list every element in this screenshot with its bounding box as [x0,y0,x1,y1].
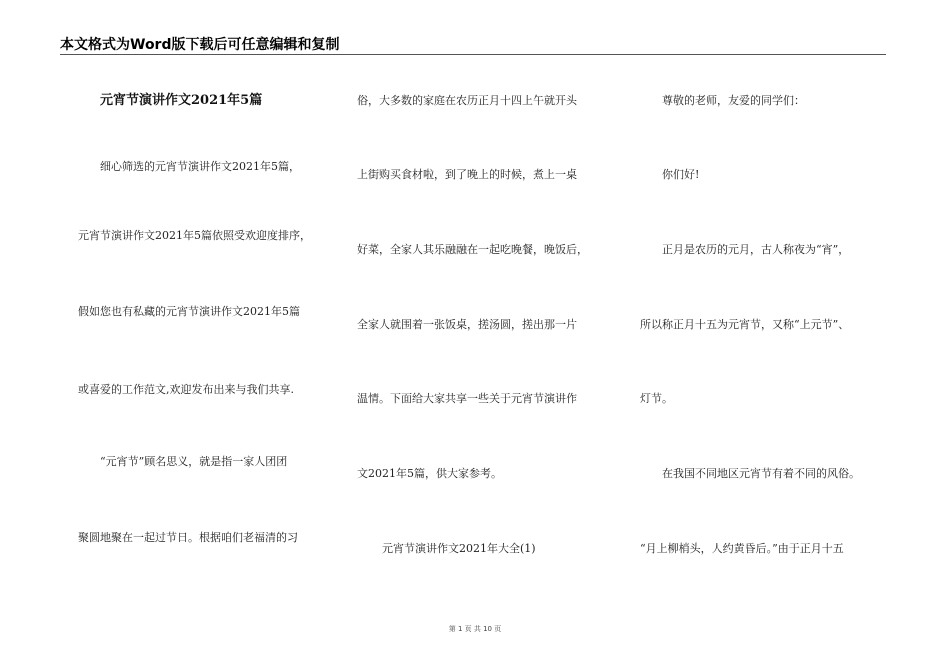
page-footer: 第 1 页 共 10 页 [448,625,502,633]
text-line: 尊敬的老师，友爱的同学们： [662,94,805,107]
text-line: 细心筛选的元宵节演讲作文2021年5篇， [100,160,300,173]
text-line: 好菜，全家人其乐融融在一起吃晚餐，晚饭后， [357,243,588,256]
text-line: 假如您也有私藏的元宵节演讲作文2021年5篇 [78,305,300,318]
text-line: 所以称正月十五为元宵节，又称“上元节”、 [640,318,850,331]
text-line: “元宵节”顾名思义，就是指一家人团团 [100,455,288,468]
section-heading: 元宵节演讲作文2021年大全(1) [382,542,536,555]
text-line: 俗，大多数的家庭在农历正月十四上午就开头 [357,94,577,107]
header-title: 本文格式为Word版下载后可任意编辑和复制 [60,37,340,53]
text-line: 你们好! [662,168,700,181]
text-line: 文2021年5篇，供大家参考。 [357,467,502,480]
text-line: 上街购买食材啦，到了晚上的时候，煮上一桌 [357,168,577,181]
article-title: 元宵节演讲作文2021年5篇 [100,93,263,108]
text-line: 温情。下面给大家共享一些关于元宵节演讲作 [357,392,577,405]
text-line: “月上柳梢头，人约黄昏后。”由于正月十五 [640,542,844,555]
text-line: 正月是农历的元月，古人称夜为“宵”， [662,243,850,256]
text-line: 在我国不同地区元宵节有着不同的风俗。 [662,467,860,480]
document-header [60,28,886,55]
text-line: 全家人就围着一张饭桌，搓汤圆，搓出那一片 [357,318,577,331]
text-line: 元宵节演讲作文2021年5篇依照受欢迎度排序， [78,229,311,242]
text-line: 聚圆地聚在一起过节日。根据咱们老福清的习 [78,531,298,544]
text-line: 灯节。 [640,392,673,405]
text-line: 或喜爱的工作范文,欢迎发布出来与我们共享. [78,383,294,396]
